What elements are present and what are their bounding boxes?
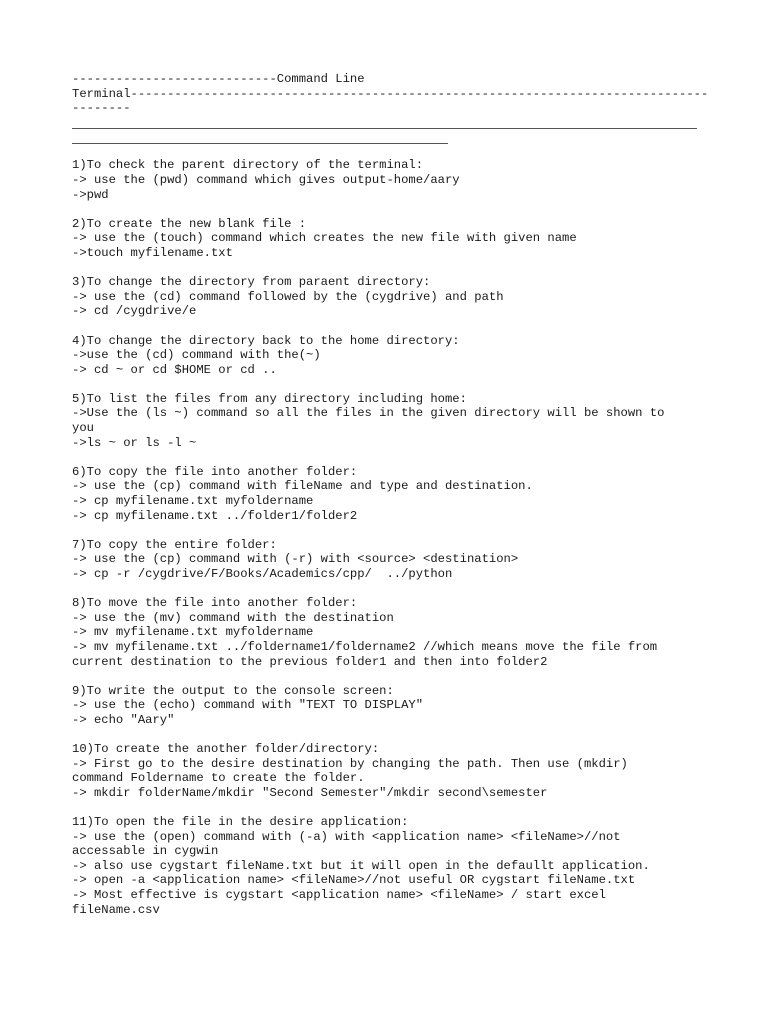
section-line: fileName.csv bbox=[72, 902, 160, 917]
section-heading: 7)To copy the entire folder: bbox=[72, 537, 277, 552]
document-header bbox=[72, 72, 709, 116]
section-line: ->ls ~ or ls -l ~ bbox=[72, 435, 197, 450]
section-heading: 6)To copy the file into another folder: bbox=[72, 464, 358, 479]
command-section-2 bbox=[72, 217, 702, 261]
section-line: -> mv myfilename.txt ../foldername1/foldername2 //which means move the file from bbox=[72, 639, 658, 654]
section-line: -> use the (cd) command followed by the (cygdrive) and path bbox=[72, 289, 504, 304]
command-section-5 bbox=[72, 392, 702, 450]
document-page bbox=[72, 72, 709, 917]
header-line-1: ----------------------------Command Line bbox=[72, 72, 365, 86]
section-heading: 1)To check the parent directory of the terminal: bbox=[72, 158, 424, 173]
section-line: -> use the (touch) command which creates the new file with given name bbox=[72, 231, 577, 246]
section-line: -> use the (open) command with (-a) with <application name> <fileName>//not bbox=[72, 829, 621, 844]
section-heading: 5)To list the files from any directory including home: bbox=[72, 391, 467, 406]
section-line: current destination to the previous folder1 and then into folder2 bbox=[72, 654, 548, 669]
command-section-8 bbox=[72, 596, 702, 669]
section-line: ->touch myfilename.txt bbox=[72, 245, 233, 260]
section-line: -> cp myfilename.txt myfoldername bbox=[72, 494, 314, 509]
section-line: command Foldername to create the folder. bbox=[72, 771, 365, 786]
section-line: -> also use cygstart fileName.txt but it will open in the defaullt application. bbox=[72, 858, 650, 873]
command-section-6 bbox=[72, 465, 702, 523]
section-line: -> use the (pwd) command which gives output-home/aary bbox=[72, 172, 460, 187]
section-heading: 11)To open the file in the desire application: bbox=[72, 815, 409, 830]
section-line: accessable in cygwin bbox=[72, 844, 219, 859]
section-line: you bbox=[72, 421, 94, 436]
section-line: -> Most effective is cygstart <application name> <fileName> / start excel bbox=[72, 888, 606, 903]
header-line-3: -------- bbox=[72, 101, 131, 116]
section-line: -> echo "Aary" bbox=[72, 712, 175, 727]
command-section-4 bbox=[72, 334, 702, 378]
section-line: -> use the (cp) command with (-r) with <source> <destination> bbox=[72, 552, 519, 567]
section-line: -> use the (mv) command with the destination bbox=[72, 610, 394, 625]
section-line: -> open -a <application name> <fileName>//not useful OR cygstart fileName.txt bbox=[72, 873, 636, 888]
horizontal-rule bbox=[72, 128, 697, 129]
command-section-11 bbox=[72, 815, 702, 917]
command-section-7 bbox=[72, 538, 702, 582]
header-line-2: Terminal------------------------------------------------------------------------------- bbox=[72, 86, 709, 101]
section-line: -> mv myfilename.txt myfoldername bbox=[72, 625, 314, 640]
section-line: -> use the (echo) command with "TEXT TO DISPLAY" bbox=[72, 698, 424, 713]
section-line: -> use the (cp) command with fileName and type and destination. bbox=[72, 479, 533, 494]
command-section-10 bbox=[72, 742, 702, 800]
section-line: ->use the (cd) command with the(~) bbox=[72, 348, 321, 363]
section-line: -> cp myfilename.txt ../folder1/folder2 bbox=[72, 508, 358, 523]
section-line: ->Use the (ls ~) command so all the files in the given directory will be shown to bbox=[72, 406, 665, 421]
command-section-1 bbox=[72, 158, 702, 202]
section-line: -> First go to the desire destination by changing the path. Then use (mkdir) bbox=[72, 756, 628, 771]
section-heading: 4)To change the directory back to the home directory: bbox=[72, 333, 460, 348]
section-line: -> cp -r /cygdrive/F/Books/Academics/cpp/ ../python bbox=[72, 567, 453, 581]
section-line: -> cd ~ or cd $HOME or cd .. bbox=[72, 362, 277, 377]
section-heading: 2)To create the new blank file : bbox=[72, 216, 307, 231]
command-sections bbox=[72, 158, 702, 917]
section-heading: 8)To move the file into another folder: bbox=[72, 596, 358, 611]
section-line: -> cd /cygdrive/e bbox=[72, 304, 197, 319]
section-heading: 3)To change the directory from paraent directory: bbox=[72, 275, 431, 290]
section-heading: 10)To create the another folder/directory: bbox=[72, 742, 380, 757]
command-section-9 bbox=[72, 684, 702, 728]
section-line: -> mkdir folderName/mkdir "Second Semester"/mkdir second\semester bbox=[72, 785, 548, 800]
section-heading: 9)To write the output to the console screen: bbox=[72, 683, 394, 698]
section-line: ->pwd bbox=[72, 187, 109, 202]
horizontal-rule-short bbox=[72, 143, 448, 144]
command-section-3 bbox=[72, 275, 702, 319]
